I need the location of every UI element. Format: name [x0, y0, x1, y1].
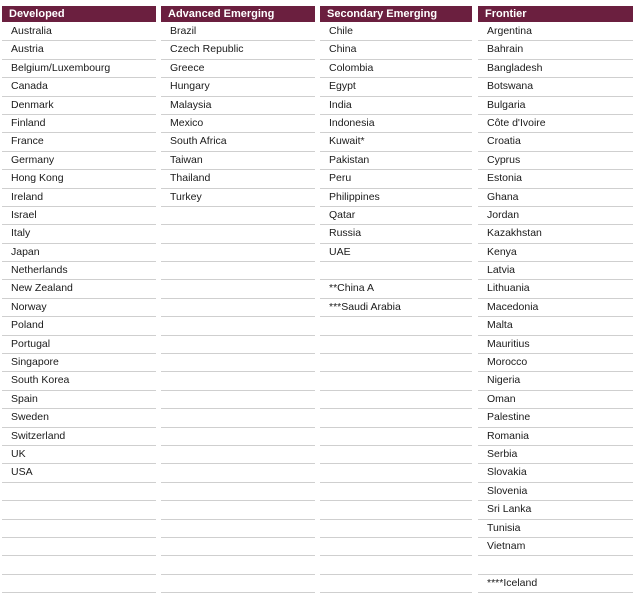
table-row — [161, 244, 315, 262]
table-row — [161, 317, 315, 335]
table-row: Germany — [2, 152, 156, 170]
table-row: Hungary — [161, 78, 315, 96]
table-row — [320, 409, 472, 427]
table-row — [161, 556, 315, 574]
table-row: Botswana — [478, 78, 633, 96]
table-row: Latvia — [478, 262, 633, 280]
table-row: ****Iceland — [478, 575, 633, 593]
table-row: Philippines — [320, 189, 472, 207]
table-row — [161, 575, 315, 593]
table-row: Slovenia — [478, 483, 633, 501]
column-secondary-emerging — [320, 6, 472, 593]
table-row: Kazakhstan — [478, 225, 633, 243]
table-row: Japan — [2, 244, 156, 262]
table-row — [2, 538, 156, 556]
table-row — [161, 372, 315, 390]
table-row: Indonesia — [320, 115, 472, 133]
table-row — [320, 428, 472, 446]
column-header-advanced-emerging: Advanced Emerging — [161, 6, 315, 22]
table-row: Estonia — [478, 170, 633, 188]
table-row: Bangladesh — [478, 60, 633, 78]
table-row: Russia — [320, 225, 472, 243]
table-row — [320, 262, 472, 280]
table-row: Macedonia — [478, 299, 633, 317]
table-row — [2, 483, 156, 501]
table-row: Malta — [478, 317, 633, 335]
table-row: Mexico — [161, 115, 315, 133]
table-row — [320, 520, 472, 538]
table-row: Lithuania — [478, 280, 633, 298]
table-row: Kenya — [478, 244, 633, 262]
table-row: Norway — [2, 299, 156, 317]
table-row: Ghana — [478, 189, 633, 207]
table-row — [161, 409, 315, 427]
table-row — [320, 464, 472, 482]
table-row: China — [320, 41, 472, 59]
table-row — [161, 446, 315, 464]
table-row: Serbia — [478, 446, 633, 464]
table-row — [320, 317, 472, 335]
table-row — [320, 483, 472, 501]
table-row — [320, 575, 472, 593]
table-row: Israel — [2, 207, 156, 225]
table-row: Nigeria — [478, 372, 633, 390]
table-row — [320, 354, 472, 372]
table-row — [2, 501, 156, 519]
table-row: Pakistan — [320, 152, 472, 170]
table-row: **China A — [320, 280, 472, 298]
table-row: Sri Lanka — [478, 501, 633, 519]
table-row: Singapore — [2, 354, 156, 372]
table-row: Côte d'Ivoire — [478, 115, 633, 133]
table-row: Australia — [2, 23, 156, 41]
table-row: Kuwait* — [320, 133, 472, 151]
table-row — [161, 538, 315, 556]
table-row: India — [320, 97, 472, 115]
table-row: Brazil — [161, 23, 315, 41]
table-row: Egypt — [320, 78, 472, 96]
table-row: Belgium/Luxembourg — [2, 60, 156, 78]
table-row: Bulgaria — [478, 97, 633, 115]
table-row: Argentina — [478, 23, 633, 41]
table-row: Qatar — [320, 207, 472, 225]
table-row: Morocco — [478, 354, 633, 372]
column-header-frontier: Frontier — [478, 6, 633, 22]
column-frontier — [478, 6, 633, 593]
country-list-secondary-emerging — [320, 23, 472, 593]
table-row: Switzerland — [2, 428, 156, 446]
table-row: UK — [2, 446, 156, 464]
table-row: Slovakia — [478, 464, 633, 482]
table-row — [161, 501, 315, 519]
table-row: Hong Kong — [2, 170, 156, 188]
table-row — [320, 372, 472, 390]
table-row: Cyprus — [478, 152, 633, 170]
table-row — [161, 464, 315, 482]
country-list-advanced-emerging — [161, 23, 315, 593]
table-row: New Zealand — [2, 280, 156, 298]
table-row — [320, 336, 472, 354]
table-row: Austria — [2, 41, 156, 59]
table-row: Vietnam — [478, 538, 633, 556]
table-row: Thailand — [161, 170, 315, 188]
country-list-frontier — [478, 23, 633, 593]
column-developed — [2, 6, 156, 593]
table-row — [161, 280, 315, 298]
table-row — [161, 299, 315, 317]
table-row — [161, 428, 315, 446]
table-row: Romania — [478, 428, 633, 446]
table-row: Malaysia — [161, 97, 315, 115]
table-row: Colombia — [320, 60, 472, 78]
table-row: South Korea — [2, 372, 156, 390]
table-row: France — [2, 133, 156, 151]
table-row — [161, 225, 315, 243]
table-row — [320, 391, 472, 409]
table-row: Czech Republic — [161, 41, 315, 59]
table-row: Netherlands — [2, 262, 156, 280]
table-row — [161, 354, 315, 372]
column-advanced-emerging — [161, 6, 315, 593]
table-row — [2, 520, 156, 538]
table-row: USA — [2, 464, 156, 482]
table-row: UAE — [320, 244, 472, 262]
column-header-secondary-emerging: Secondary Emerging — [320, 6, 472, 22]
table-row: Mauritius — [478, 336, 633, 354]
table-row — [161, 207, 315, 225]
table-row: Turkey — [161, 189, 315, 207]
table-row — [478, 556, 633, 574]
table-row: Oman — [478, 391, 633, 409]
country-list-developed — [2, 23, 156, 593]
table-row: Croatia — [478, 133, 633, 151]
table-row — [320, 446, 472, 464]
table-row: Chile — [320, 23, 472, 41]
table-row: Sweden — [2, 409, 156, 427]
table-row: ***Saudi Arabia — [320, 299, 472, 317]
table-row: Poland — [2, 317, 156, 335]
table-row: Jordan — [478, 207, 633, 225]
table-row — [161, 391, 315, 409]
table-row — [2, 575, 156, 593]
table-row: Denmark — [2, 97, 156, 115]
table-row: Portugal — [2, 336, 156, 354]
table-row — [161, 520, 315, 538]
table-row: Italy — [2, 225, 156, 243]
table-row: Spain — [2, 391, 156, 409]
table-row — [320, 556, 472, 574]
table-row — [320, 538, 472, 556]
table-row — [161, 483, 315, 501]
table-row — [161, 262, 315, 280]
table-row: Canada — [2, 78, 156, 96]
table-row: Peru — [320, 170, 472, 188]
table-row — [2, 556, 156, 574]
table-row — [320, 501, 472, 519]
table-row: Taiwan — [161, 152, 315, 170]
column-header-developed: Developed — [2, 6, 156, 22]
table-row: Tunisia — [478, 520, 633, 538]
table-row: South Africa — [161, 133, 315, 151]
table-row — [161, 336, 315, 354]
table-row: Ireland — [2, 189, 156, 207]
table-row: Bahrain — [478, 41, 633, 59]
table-row: Palestine — [478, 409, 633, 427]
table-row: Finland — [2, 115, 156, 133]
table-row: Greece — [161, 60, 315, 78]
